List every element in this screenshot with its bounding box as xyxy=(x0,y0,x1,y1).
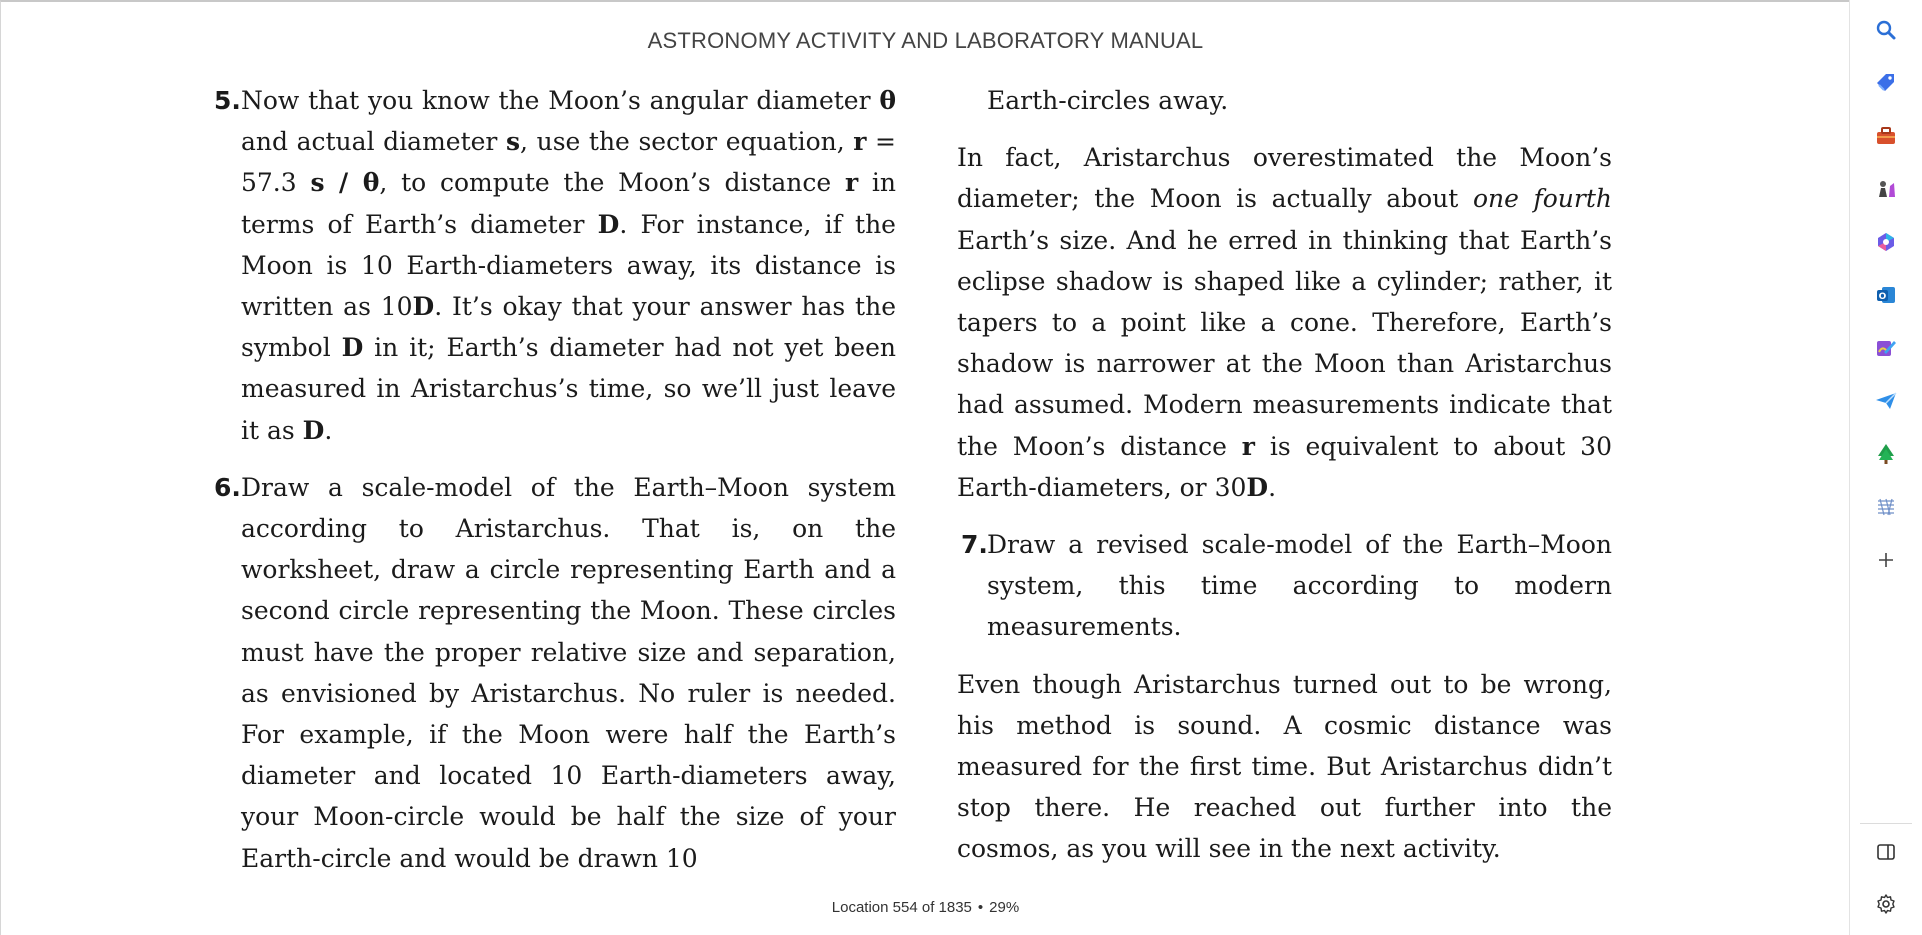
question-number: 5. xyxy=(214,86,241,115)
question-6-continuation: Earth-circles away. xyxy=(987,86,1229,115)
copilot-icon[interactable] xyxy=(1866,222,1906,262)
toolbox-icon[interactable] xyxy=(1866,116,1906,156)
edge-sidebar xyxy=(1849,0,1922,935)
search-icon[interactable] xyxy=(1866,10,1906,50)
tag-icon[interactable] xyxy=(1866,63,1906,103)
percent-text: 29% xyxy=(989,899,1020,916)
reading-progress xyxy=(1,899,1850,916)
question-text: Draw a revised scale-model of the Earth–Moon system, this time according to modern measurements. xyxy=(987,530,1612,642)
question-number: 7. xyxy=(961,530,988,560)
question-5 xyxy=(214,80,896,451)
designer-icon[interactable] xyxy=(1866,328,1906,368)
right-column xyxy=(957,80,1612,870)
settings-icon[interactable] xyxy=(1866,884,1906,924)
question-text: Now that you know the Moon’s angular diameter θ and actual diameter s, use the sector equation, r = 57.3 s / θ, to compute the Moon’s distance r in terms of Earth’s diameter D. For instance, if the Moon is 10 Earth-diameters away, its distance is written as 10D. It’s okay that your answer has the symbol D in it; Earth’s diameter had not yet been measured in Aristarchus’s time, so we’ll just leave it as D. xyxy=(241,86,896,445)
question-text: Draw a scale-model of the Earth–Moon system according to Aristarchus. That is, on the worksheet, draw a circle representing Earth and a second circle representing the Moon. These circles must have the proper relative size and separation, as envisioned by Aristarchus. No ruler is needed. For example, if the Moon were half the Earth’s diameter and located 10 Earth-diameters away, your Moon-circle would be half the size of your Earth-circle and would be drawn 10 xyxy=(241,472,896,873)
left-column xyxy=(214,80,896,879)
sidebar-divider xyxy=(1860,823,1912,824)
question-6 xyxy=(214,467,896,879)
outlook-icon[interactable] xyxy=(1866,275,1906,315)
send-icon[interactable] xyxy=(1866,381,1906,421)
sidebar-toggle-icon[interactable] xyxy=(1866,832,1906,872)
svg-text:O: O xyxy=(1878,292,1887,302)
plus-icon[interactable] xyxy=(1866,540,1906,580)
chess-icon[interactable] xyxy=(1866,169,1906,209)
separator: • xyxy=(977,899,984,916)
network-icon[interactable] xyxy=(1866,487,1906,527)
tree-icon[interactable] xyxy=(1866,434,1906,474)
question-number: 6. xyxy=(214,472,241,502)
paragraph: In fact, Aristarchus overestimated the Moon’s diameter; the Moon is actually about one fourth Earth’s size. And he erred in thinking that Earth’s eclipse shadow is shaped like a cylinder; rather, it tapers to a point like a cone. Therefore, Earth’s shadow is narrower at the Moon than Aristarchus had assumed. Modern measurements indicate that the Moon’s distance r is equivalent to about 30 Earth-diameters, or 30D. xyxy=(957,143,1612,502)
question-7 xyxy=(957,524,1612,648)
location-text: Location 554 of 1835 xyxy=(831,899,972,916)
paragraph: Even though Aristarchus turned out to be wrong, his method is sound. A cosmic distance was measured for the first time. But Aristarchus didn’t stop there. He reached out further into the cosmos, as you will see in the next activity. xyxy=(957,669,1612,864)
book-title: ASTRONOMY ACTIVITY AND LABORATORY MANUAL xyxy=(647,28,1204,53)
